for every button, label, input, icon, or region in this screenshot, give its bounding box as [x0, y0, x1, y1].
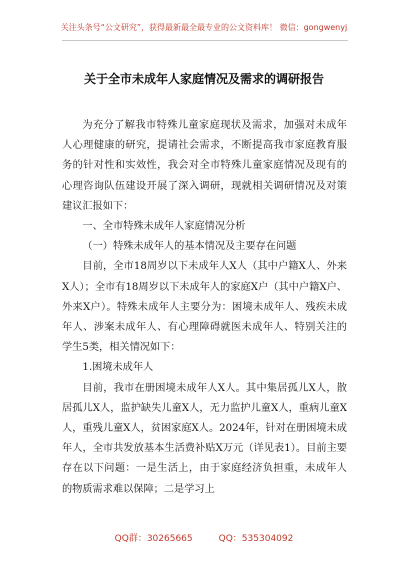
body-paragraph: 目前，我市在册困境未成年人X人。其中集居孤儿X人，散居孤儿X人，监护缺失儿童X人，无力监护儿童X人，重病儿童X人，重残儿童X人，贫困家庭X人。2024年，针对在册困境未成年人，全市共发放基本生活费补贴X万元（详见表1）。目前主要存在以下问题：一是生活上，由于家庭经济负担重，未成年人的物质需求难以保障；二是学习上 [62, 382, 347, 495]
contact-footer [0, 531, 408, 544]
document-title: 关于全市未成年人家庭情况及需求的调研报告 [83, 72, 324, 86]
subsection-heading: （一）特殊未成年人的基本情况及主要存在问题 [82, 241, 297, 253]
qq-number: QQ：535304092 [218, 534, 294, 544]
promo-header: 关注头条号“公文研究”，获得最新最全最专业的公文资料库！ 微信：gongwenyj [60, 23, 348, 32]
intro-paragraph: 为充分了解我市特殊儿童家庭现状及需求，加强对未成年人心理健康的研究，提请社会需求，不断提高我市家庭教育服务的针对性和实效性，我会对全市特殊儿童家庭情况及现有的心理咨询队伍建设开展了深入调研，现就相关调研情况及对策建议汇报如下： [62, 120, 347, 212]
section-heading: 一、全市特殊未成年人家庭情况分析 [82, 221, 246, 233]
item-heading: 1.困境未成年人 [82, 362, 154, 374]
body-paragraph: 目前，全市18周岁以下未成年人X人（其中户籍X人、外来X人）；全市有18周岁以下未成年人的家庭X户（其中户籍X户、外来X户）。特殊未成年人主要分为：困境未成年人、残疾未成年人、涉案未成年人、有心理障碍就医未成年人、特别关注的学生5类，相关情况如下： [62, 261, 347, 354]
document-body [62, 116, 347, 500]
header-divider [62, 40, 348, 41]
qq-group-number: QQ群：30265665 [114, 534, 193, 544]
